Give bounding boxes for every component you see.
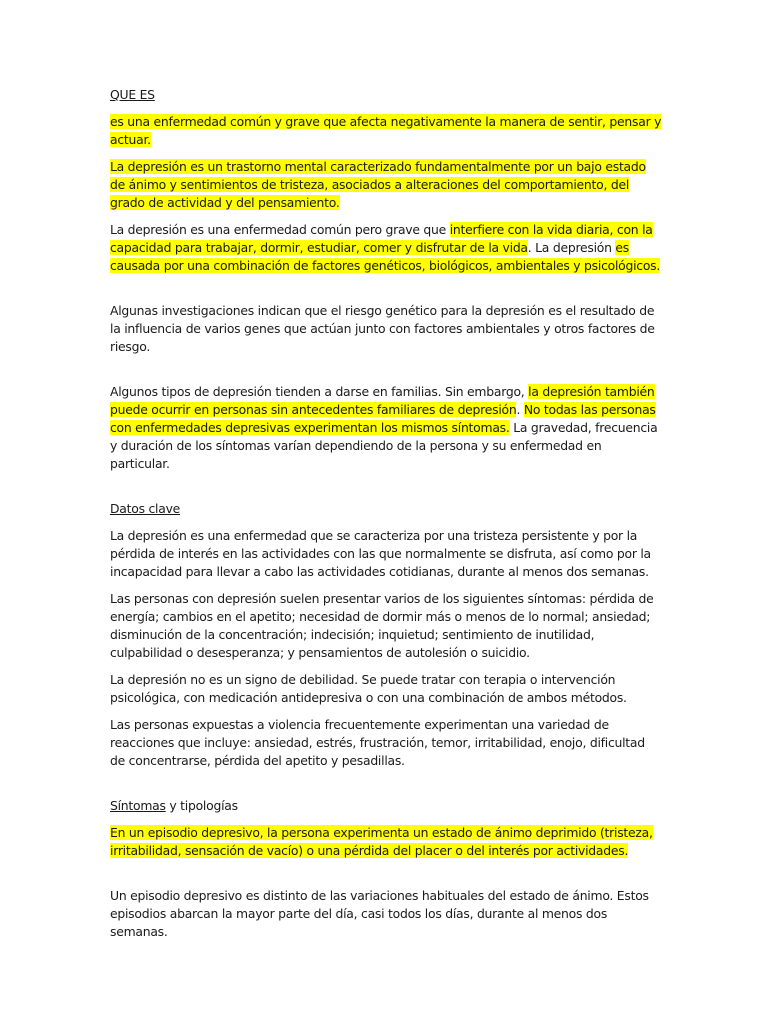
- paragraph-genetics: [110, 302, 662, 356]
- paragraph-key-fact-1: [110, 527, 662, 581]
- heading-datos-clave-text: Datos clave: [110, 501, 181, 516]
- highlighted-text: La depresión es un trastorno mental caracterizado fundamentalmente por un bajo estado de ánimo y sentimientos de tristeza, asociados a alteraciones del comportamiento, del grado de actividad y del pensamiento.: [110, 159, 646, 210]
- plain-text: . La depresión: [527, 240, 616, 255]
- paragraph-key-fact-2: [110, 590, 662, 662]
- plain-text: Las personas expuestas a violencia frecuentemente experimentan una variedad de reacciones que incluye: ansiedad, estrés, frustración, temor, irritabilidad, enojo, dificultad de concentrarse, pérdida del apetito y pesadillas.: [110, 717, 645, 768]
- paragraph-definition-long: [110, 158, 662, 212]
- plain-text: .: [516, 402, 524, 417]
- paragraph-families: [110, 383, 662, 473]
- heading-sintomas: [110, 797, 662, 815]
- plain-text: La depresión es una enfermedad común pero grave que: [110, 222, 450, 237]
- highlighted-text: la depresión también puede ocurrir en personas sin antecedentes familiares de depresión: [110, 384, 655, 417]
- plain-text: La depresión no es un signo de debilidad. Se puede tratar con terapia o intervención psicológica, con medicación antidepresiva o con una combinación de ambos métodos.: [110, 672, 627, 705]
- heading-que-es: [110, 86, 662, 104]
- highlighted-text: es causada por una combinación de factores genéticos, biológicos, ambientales y psicológicos.: [110, 240, 661, 273]
- document-body: [110, 86, 662, 950]
- paragraph-episode-duration: [110, 887, 662, 941]
- heading-sintomas-rest: y tipologías: [165, 798, 238, 813]
- heading-que-es-text: QUE ES: [110, 87, 155, 102]
- heading-sintomas-text: Síntomas: [110, 798, 166, 813]
- plain-text: La depresión es una enfermedad que se caracteriza por una tristeza persistente y por la pérdida de interés en las actividades con las que normalmente se disfruta, así como por la incapacidad para llevar a cabo las actividades cotidianas, durante al menos dos semanas.: [110, 528, 651, 579]
- plain-text: Algunos tipos de depresión tienden a darse en familias. Sin embargo,: [110, 384, 529, 399]
- plain-text: Algunas investigaciones indican que el riesgo genético para la depresión es el resultado de la influencia de varios genes que actúan junto con factores ambientales y otros factores de riesgo.: [110, 303, 655, 354]
- paragraph-key-fact-3: [110, 671, 662, 707]
- highlighted-text: En un episodio depresivo, la persona experimenta un estado de ánimo deprimido (tristeza, irritabilidad, sensación de vacío) o una pérdida del placer o del interés por actividades.: [110, 825, 653, 858]
- paragraph-definition-short: [110, 113, 662, 149]
- highlighted-text: No todas las personas con enfermedades depresivas experimentan los mismos síntomas.: [110, 402, 656, 435]
- plain-text: La gravedad, frecuencia y duración de los síntomas varían dependiendo de la persona y su enfermedad en particular.: [110, 420, 658, 471]
- paragraph-causes: [110, 221, 662, 275]
- plain-text: Las personas con depresión suelen presentar varios de los siguientes síntomas: pérdida de energía; cambios en el apetito; necesidad de dormir más o menos de lo normal; ansiedad; disminución de la concentración; indecisión; inquietud; sentimiento de inutilidad, culpabilidad o desesperanza; y pensamientos de autolesión o suicidio.: [110, 591, 654, 660]
- plain-text: Un episodio depresivo es distinto de las variaciones habituales del estado de ánimo. Estos episodios abarcan la mayor parte del día, casi todos los días, durante al menos dos semanas.: [110, 888, 649, 939]
- paragraph-episode-definition: [110, 824, 662, 860]
- highlighted-text: interfiere con la vida diaria, con la capacidad para trabajar, dormir, estudiar, comer y disfrutar de la vida: [110, 222, 653, 255]
- heading-datos-clave: [110, 500, 662, 518]
- highlighted-text: es una enfermedad común y grave que afecta negativamente la manera de sentir, pensar y actuar.: [110, 114, 662, 147]
- paragraph-key-fact-4: [110, 716, 662, 770]
